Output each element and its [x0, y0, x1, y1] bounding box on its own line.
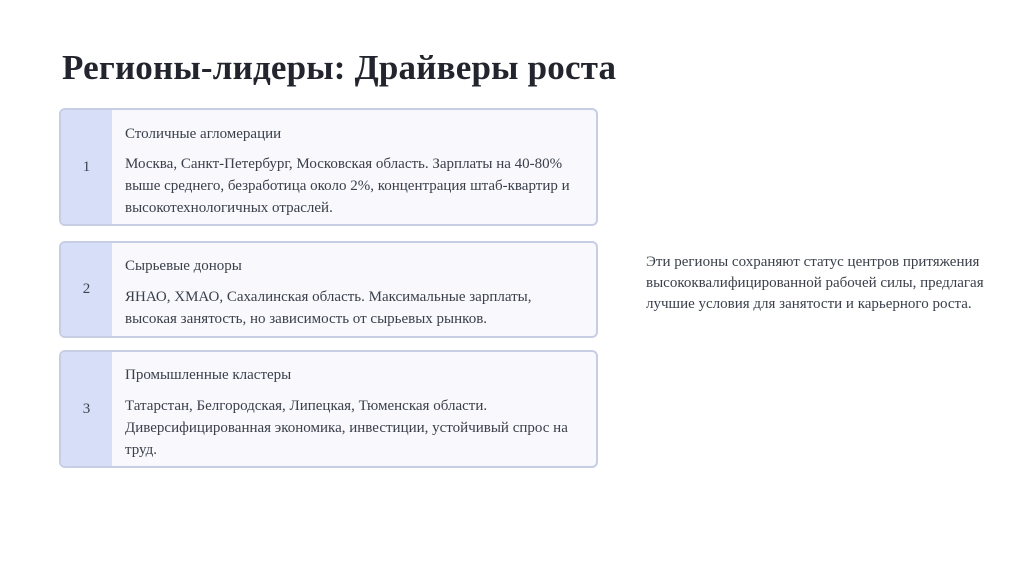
card-number: 1	[82, 158, 91, 175]
region-card-resource	[59, 241, 598, 338]
card-number-column	[61, 110, 112, 224]
card-title: Сырьевые доноры	[125, 258, 242, 274]
region-card-industrial	[59, 350, 598, 468]
card-number-column	[61, 243, 112, 336]
card-number: 2	[82, 281, 91, 297]
region-card-capital	[59, 108, 598, 226]
card-description: Москва, Санкт-Петербург, Московская область. Зарплаты на 40-80% выше среднего, безработица около 2%, концентрация штаб-квартир и высокотехнологичных отраслей.	[125, 156, 570, 216]
card-description: Татарстан, Белгородская, Липецкая, Тюменская области. Диверсифицированная экономика, инвестиции, устойчивый спрос на труд.	[125, 398, 568, 458]
side-note: Эти регионы сохраняют статус центров притяжения высококвалифицированной рабочей силы, предлагая лучшие условия для занятости и карьерного роста.	[646, 254, 984, 312]
slide-title: Регионы-лидеры: Драйверы роста	[62, 48, 617, 87]
card-number-column	[61, 352, 112, 466]
card-description: ЯНАО, ХМАО, Сахалинская область. Максимальные зарплаты, высокая занятость, но зависимость от сырьевых рынков.	[125, 289, 532, 327]
card-title: Столичные агломерации	[125, 126, 282, 142]
card-title: Промышленные кластеры	[125, 367, 292, 383]
card-number: 3	[82, 400, 91, 417]
